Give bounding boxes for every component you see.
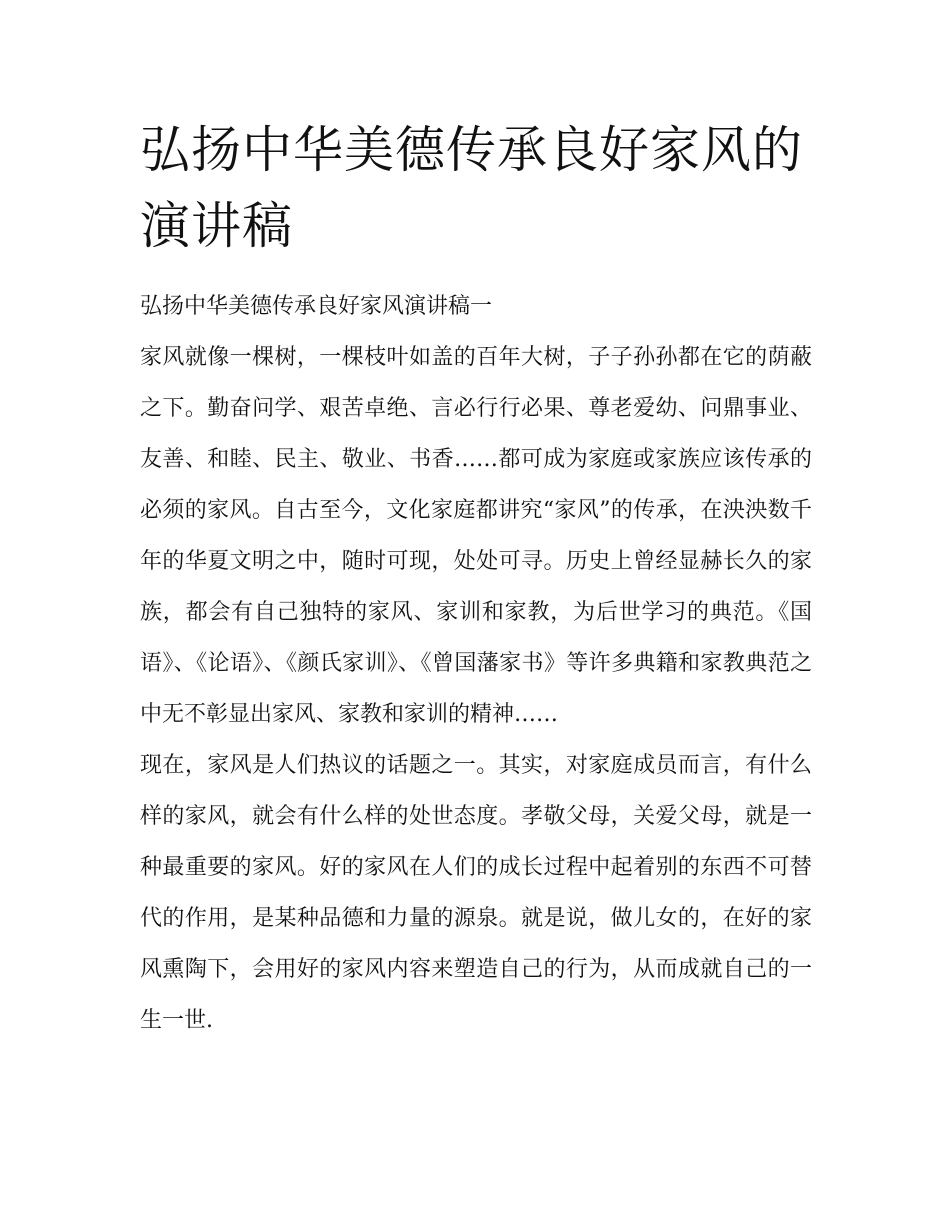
document-title: 弘扬中华美德传承良好家风的演讲稿 <box>140 121 803 255</box>
paragraph-1: 家风就像一棵树，一棵枝叶如盖的百年大树，子子孙孙都在它的荫蔽之下。勤奋问学、艰苦卓绝、言必行行必果、尊老爱幼、问鼎事业、友善、和睦、民主、敬业、书香……都可成为家庭或家族应该传承的必须的家风。自古至今，文化家庭都讲究“家风”的传承，在泱泱数千年的华夏文明之中，随时可现，处处可寻。历史上曾经显赫长久的家族，都会有自己独特的家风、家训和家教，为后世学习的典范。《国语》、《论语》、《颜氏家训》、《曾国藩家书》等许多典籍和家教典范之中无不彰显出家风、家教和家训的精神…… <box>140 345 812 727</box>
paragraph-2: 现在，家风是人们热议的话题之一。其实，对家庭成员而言，有什么样的家风，就会有什么样的处世态度。孝敬父母，关爱父母，就是一种最重要的家风。好的家风在人们的成长过程中起着别的东西不可替代的作用，是某种品德和力量的源泉。就是说，做儿女的，在好的家风熏陶下，会用好的家风内容来塑造自己的行为，从而成就自己的一生一世. <box>140 753 812 1033</box>
section-heading: 弘扬中华美德传承良好家风演讲稿一 <box>140 294 493 319</box>
document-page <box>140 112 812 1046</box>
